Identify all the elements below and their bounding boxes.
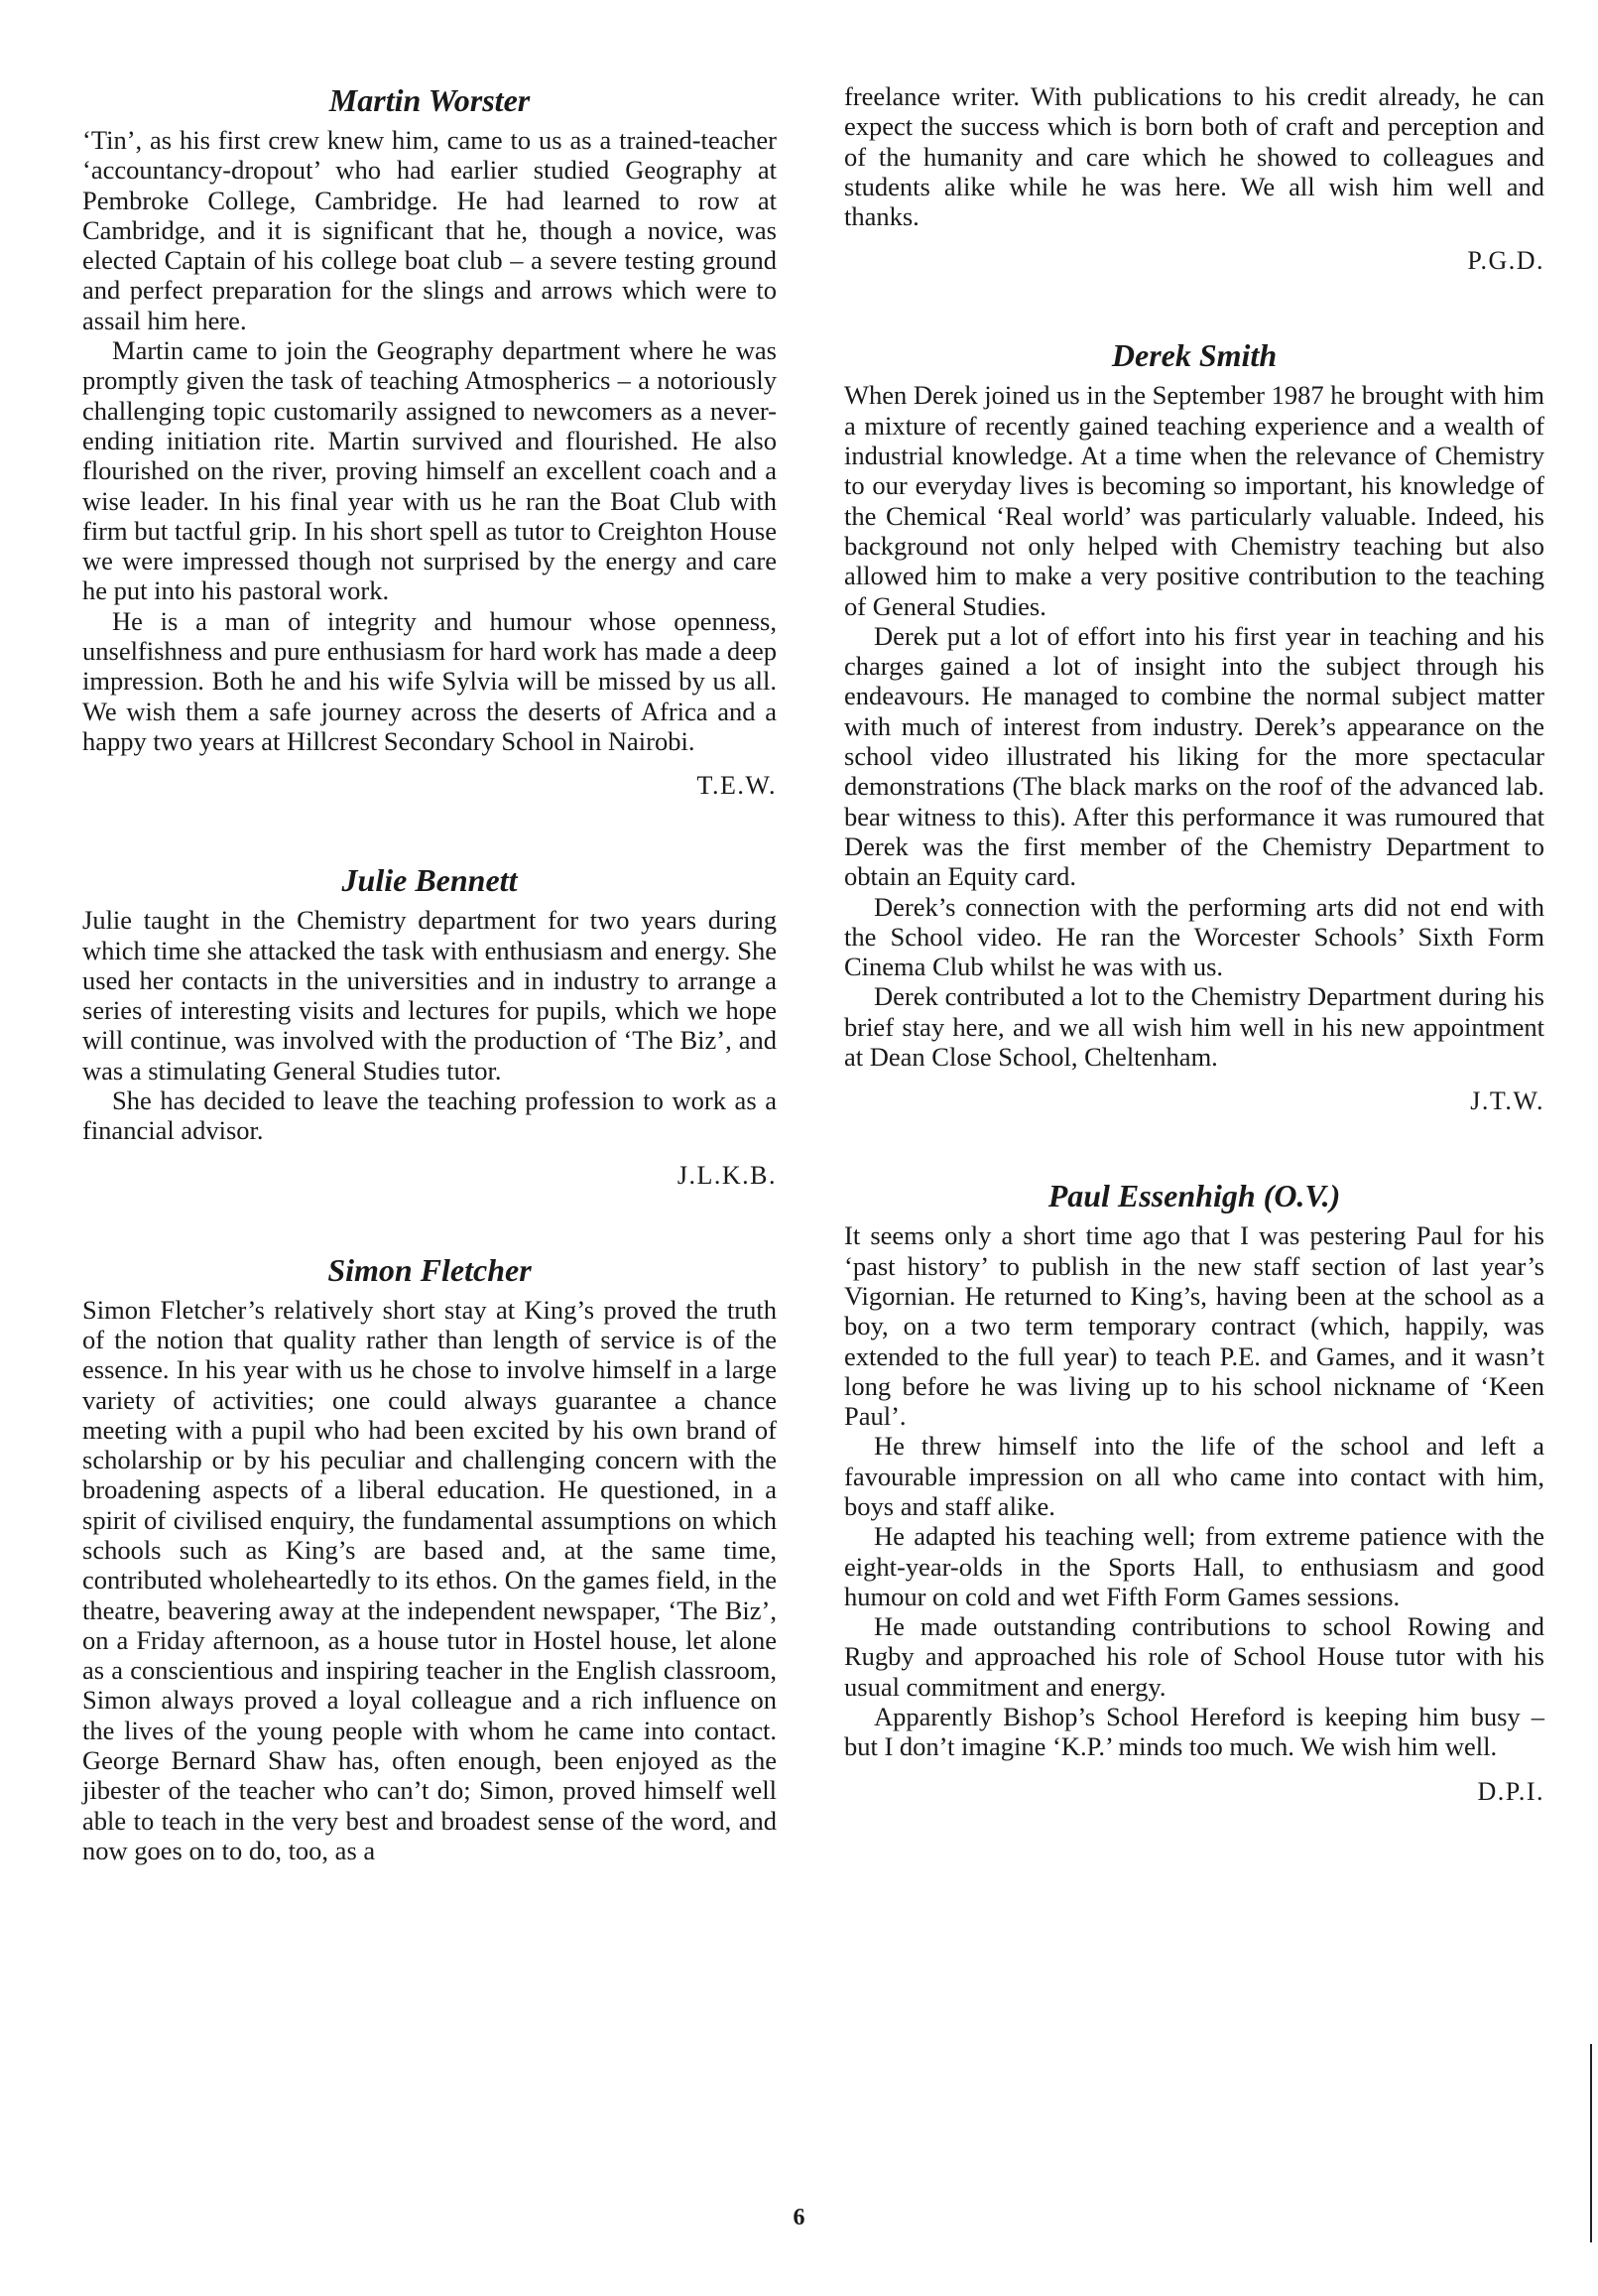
article-paragraph: ‘Tin’, as his first crew knew him, came to us as a trained-teacher ‘accountancy-dropout’ who had earlier studied Geography at Pembroke College, Cambridge. He had learned to row at Cambridge, and it is significant that he, though a novice, was elected Captain of his college boat club – a severe testing ground and perfect preparation for the slings and arrows which were to assail him here. (82, 125, 777, 335)
article-paragraph: Apparently Bishop’s School Hereford is keeping him busy – but I don’t imagine ‘K.P.’ minds too much. We wish him well. (844, 1702, 1544, 1762)
article-martin-worster (82, 81, 777, 802)
author-initials: D.P.I. (1477, 1776, 1544, 1806)
article-paragraph: Derek contributed a lot to the Chemistry Department during his brief stay here, and we all wish him well in his new appointment at Dean Close School, Cheltenham. (844, 981, 1544, 1073)
spacer (844, 277, 1544, 336)
article-paragraph: Martin came to join the Geography department where he was promptly given the task of teaching Atmospherics – a notoriously challenging topic customarily assigned to newcomers as a never-ending initiation rite. Martin survived and flourished. He also flourished on the river, proving himself an excellent coach and a wise leader. In his final year with us he ran the Boat Club with firm but tactful grip. In his short spell as tutor to Creighton House we were impressed though not surprised by the energy and care he put into his pastoral work. (82, 335, 777, 606)
article-paragraph: He is a man of integrity and humour whose openness, unselfishness and pure enthusiasm for hard work has made a deep impression. Both he and his wife Sylvia will be missed by us all. We wish them a safe journey across the deserts of Africa and a happy two years at Hillcrest Secondary School in Nairobi. (82, 605, 777, 756)
article-title: Paul Essenhigh (O.V.) (1047, 1178, 1341, 1214)
article-paragraph: She has decided to leave the teaching profession to work as a financial advisor. (82, 1085, 777, 1146)
left-column (82, 81, 777, 1865)
article-paragraph: Derek’s connection with the performing arts did not end with the School video. He ran the Worcester Schools’ Sixth Form Cinema Club whilst he was with us. (844, 891, 1544, 982)
article-paul-essenhigh (844, 1177, 1544, 1807)
article-title: Julie Bennett (341, 862, 518, 899)
author-initials: T.E.W. (696, 771, 777, 801)
author-initials: J.L.K.B. (676, 1160, 777, 1190)
article-simon-fletcher (82, 1251, 777, 1866)
author-initials: J.T.W. (1470, 1086, 1544, 1116)
spacer (82, 802, 777, 861)
article-title: Simon Fletcher (327, 1251, 532, 1288)
spacer (844, 1117, 1544, 1177)
article-paragraph: It seems only a short time ago that I was pestering Paul for his ‘past history’ to publish in the new staff section of last year’s Vigornian. He returned to King’s, having been at the school as a boy, on a two term temporary contract (which, happily, was extended to the full year) to teach P.E. and Games, and it wasn’t long before he was living up to his school nickname of ‘Keen Paul’. (844, 1220, 1544, 1432)
spacer (82, 1192, 777, 1251)
article-title: Derek Smith (1111, 337, 1278, 374)
article-paragraph: Simon Fletcher’s relatively short stay at King’s proved the truth of the notion that quality rather than length of service is of the essence. In his year with us he chose to involve himself in a large variety of activities; one could always guarantee a chance meeting with a pupil who had been excited by his own brand of scholarship or by his peculiar and challenging concern with the broadening aspects of a liberal education. He questioned, in a spirit of civilised enquiry, the fundamental assumptions on which schools such as King’s are based and, at the same time, contributed wholeheartedly to its ethos. On the games field, in the theatre, beavering away at the independent newspaper, ‘The Biz’, on a Friday afternoon, as a house tutor in Hostel house, let alone as a conscientious and inspiring teacher in the English classroom, Simon always proved a loyal colleague and a rich influence on the lives of the young people with whom he came into contact. George Bernard Shaw has, often enough, been enjoyed as the jibester of the teacher who can’t do; Simon, proved himself well able to teach in the very best and broadest sense of the word, and now goes on to do, too, as a (82, 1294, 777, 1865)
right-column (844, 81, 1544, 1808)
author-initials: P.G.D. (1467, 246, 1544, 276)
article-paragraph: He threw himself into the life of the school and left a favourable impression on all who came into contact with him, boys and staff alike. (844, 1431, 1544, 1521)
article-paragraph: freelance writer. With publications to his credit already, he can expect the success which is born both of craft and perception and of the humanity and care which he showed to colleagues and students alike while he was here. We all wish him well and thanks. (844, 81, 1544, 232)
article-paragraph: When Derek joined us in the September 1987 he brought with him a mixture of recently gained teaching experience and a wealth of industrial knowledge. At a time when the relevance of Chemistry to our everyday lives is becoming so important, his knowledge of the Chemical ‘Real world’ was particularly valuable. Indeed, his background not only helped with Chemistry teaching but also allowed him to make a very positive contribution to the teaching of General Studies. (844, 380, 1544, 621)
article-paragraph: Derek put a lot of effort into his first year in teaching and his charges gained a lot of insight into the subject through his endeavours. He managed to combine the normal subject matter with much of interest from industry. Derek’s appearance on the school video illustrated his liking for the more spectacular demonstrations (The black marks on the roof of the advanced lab. bear witness to this). After this performance it was rumoured that Derek was the first member of the Chemistry Department to obtain an Equity card. (844, 620, 1544, 892)
article-title: Martin Worster (328, 82, 531, 118)
article-paragraph: He adapted his teaching well; from extreme patience with the eight-year-olds in the Sports Hall, to enthusiasm and good humour on cold and wet Fifth Form Games sessions. (844, 1521, 1544, 1611)
article-simon-fletcher-continued (844, 81, 1544, 277)
scan-edge-line (1590, 2044, 1592, 2242)
article-paragraph: Julie taught in the Chemistry department for two years during which time she attacked the task with enthusiasm and energy. She used her contacts in the universities and in industry to arrange a series of interesting visits and lectures for pupils, which we hope will continue, was involved with the production of ‘The Biz’, and was a stimulating General Studies tutor. (82, 905, 777, 1085)
page-number: 6 (793, 2205, 805, 2231)
article-derek-smith (844, 336, 1544, 1117)
article-paragraph: He made outstanding contributions to school Rowing and Rugby and approached his role of School House tutor with his usual commitment and energy. (844, 1611, 1544, 1702)
article-julie-bennett (82, 861, 777, 1191)
